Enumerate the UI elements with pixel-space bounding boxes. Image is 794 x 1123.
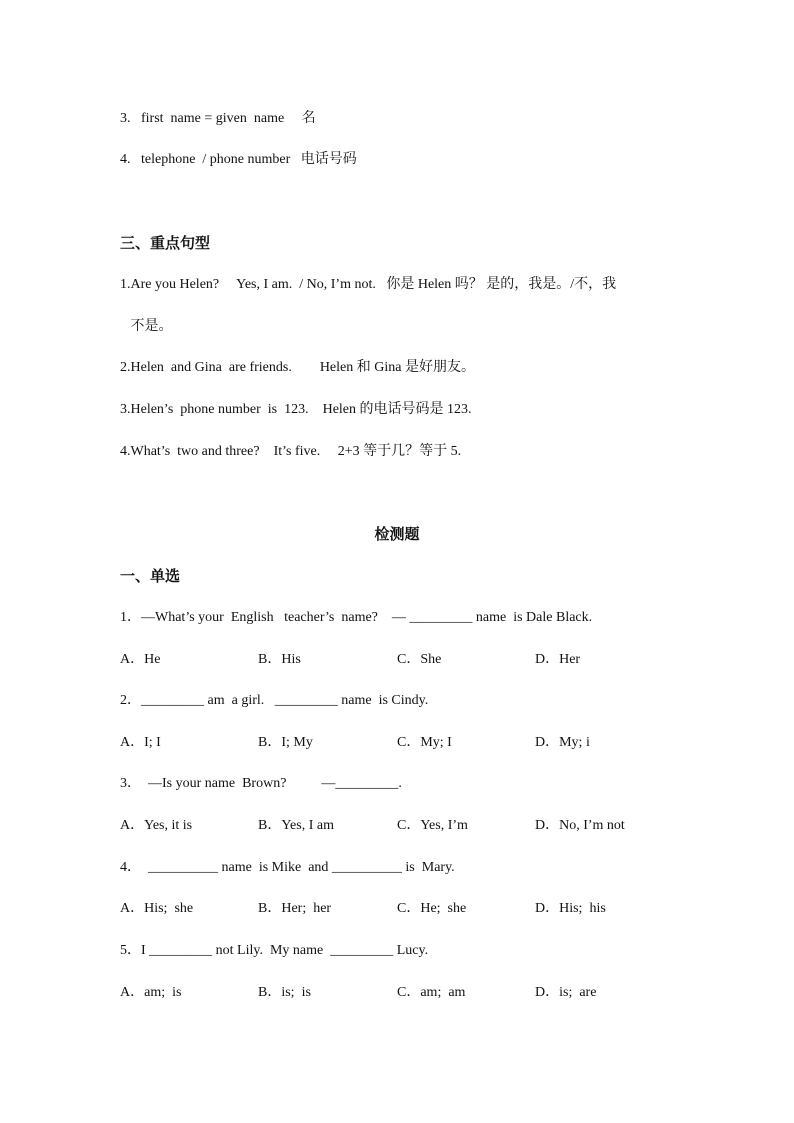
question-4-options: [120, 900, 680, 918]
vocab-item-4: 4. telephone / phone number 电话号码: [120, 152, 357, 167]
question-3-stem: 3． —Is your name Brown? —_________.: [120, 776, 402, 791]
option-d[interactable]: D．No, I’m not: [535, 818, 625, 833]
sentence-4: 4.What’s two and three? It’s five. 2+3 等于几？等于 5.: [120, 444, 462, 459]
test-title: 检测题: [374, 525, 420, 543]
option-b[interactable]: B．Yes, I am: [258, 818, 334, 833]
question-5-stem: 5．I _________ not Lily. My name _________ Lucy.: [120, 943, 429, 958]
vocab-item-3: 3. first name = given name 名: [120, 111, 316, 126]
option-d[interactable]: D．is; are: [535, 985, 597, 1000]
option-b[interactable]: B．I; My: [258, 735, 313, 750]
option-a[interactable]: A．His; she: [120, 901, 194, 916]
option-d[interactable]: D．Her: [535, 652, 581, 667]
option-a[interactable]: A．Yes, it is: [120, 818, 193, 833]
question-4-stem: 4． __________ name is Mike and __________ is Mary.: [120, 860, 455, 875]
sentence-1-continued: 不是。: [120, 319, 173, 334]
option-c[interactable]: C．My; I: [397, 735, 452, 750]
option-c[interactable]: C．He; she: [397, 901, 467, 916]
option-b[interactable]: B．Her; her: [258, 901, 332, 916]
option-d[interactable]: D．His; his: [535, 901, 606, 916]
sentence-3: 3.Helen’s phone number is 123. Helen 的电话号码是 123.: [120, 402, 472, 417]
section-heading-key-sentences: 三、重点句型: [120, 234, 211, 252]
option-a[interactable]: A．am; is: [120, 985, 182, 1000]
option-a[interactable]: A．I; I: [120, 735, 161, 750]
option-c[interactable]: C．am; am: [397, 985, 466, 1000]
option-c[interactable]: C．Yes, I’m: [397, 818, 468, 833]
question-5-options: [120, 984, 680, 1002]
question-2-stem: 2．_________ am a girl. _________ name is Cindy.: [120, 693, 429, 708]
sentence-1: 1.Are you Helen? Yes, I am. / No, I’m not. 你是 Helen 吗？ 是的，我是。/不，我: [120, 277, 617, 292]
option-d[interactable]: D．My; i: [535, 735, 590, 750]
option-a[interactable]: A．He: [120, 652, 161, 667]
question-3-options: [120, 817, 680, 835]
option-c[interactable]: C．She: [397, 652, 442, 667]
option-b[interactable]: B．is; is: [258, 985, 311, 1000]
question-1-options: [120, 651, 680, 669]
option-b[interactable]: B．His: [258, 652, 301, 667]
question-2-options: [120, 734, 680, 752]
part1-heading: 一、单选: [120, 567, 181, 585]
sentence-2: 2.Helen and Gina are friends. Helen 和 Gina 是好朋友。: [120, 360, 475, 375]
question-1-stem: 1．—What’s your English teacher’s name? — _________ name is Dale Black.: [120, 610, 593, 625]
